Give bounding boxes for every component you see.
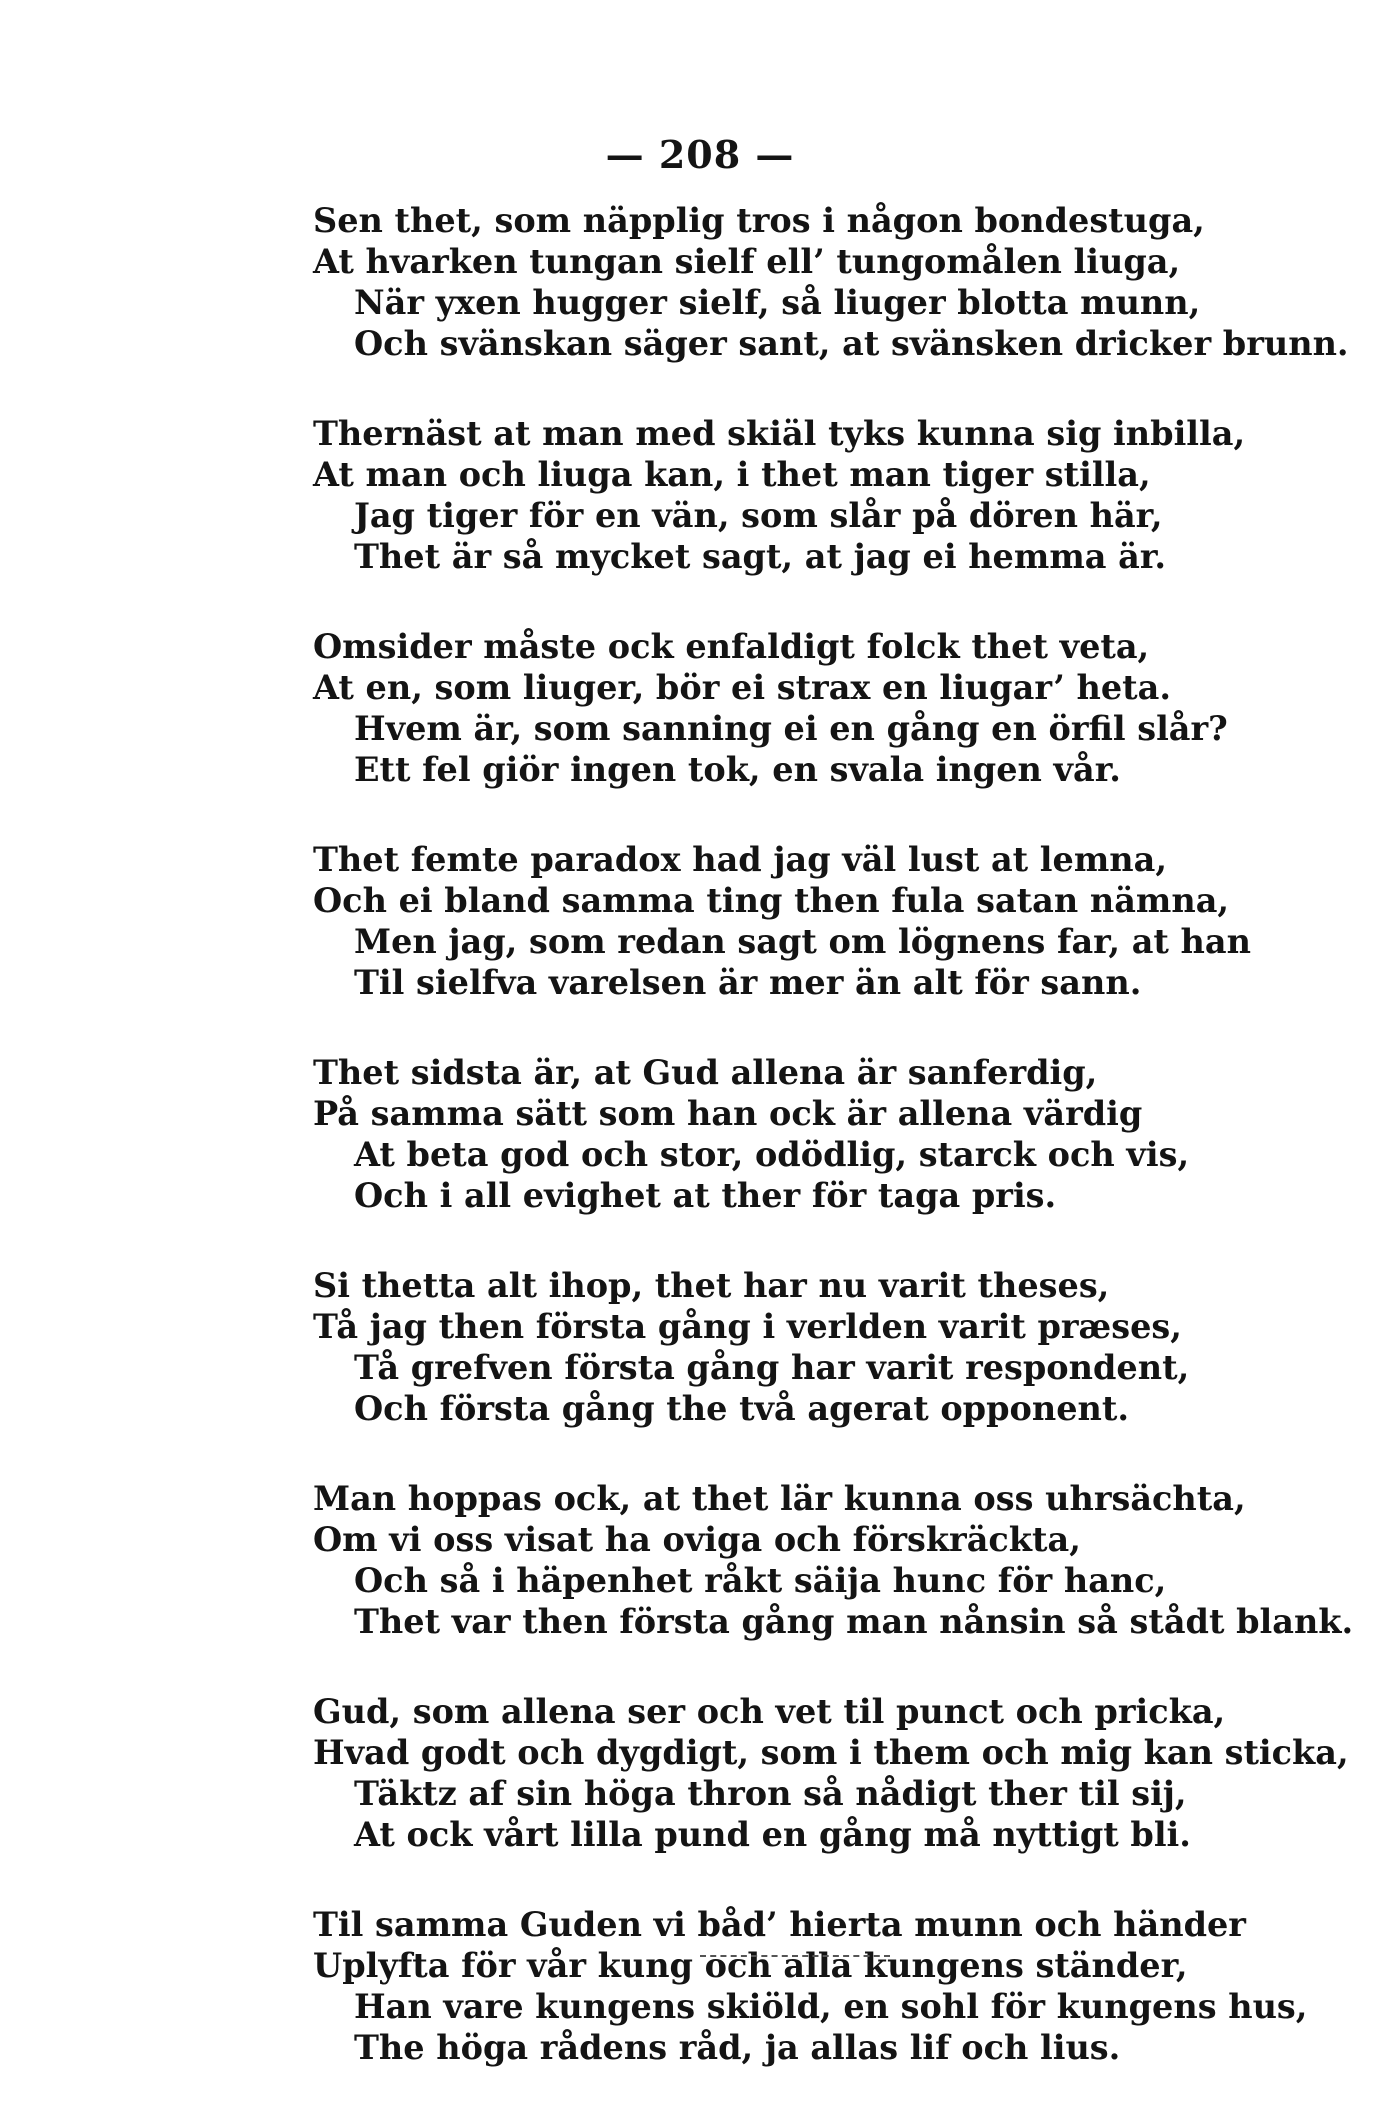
poem-line: Och svänskan säger sant, at svänsken dricker brunn. [354, 324, 1349, 363]
poem-line: Tå grefven första gång har varit respondent, [354, 1348, 1190, 1387]
poem-line: Omsider måste ock enfaldigt folck thet veta, [313, 627, 1150, 666]
poem-line: Til samma Guden vi båd’ hierta munn och händer [313, 1905, 1246, 1944]
poem-line: Thet var then första gång man nånsin så stådt blank. [354, 1602, 1354, 1641]
poem-line: Och ei bland samma ting then fula satan nämna, [313, 881, 1230, 920]
poem-line: Och i all evighet at ther för taga pris. [354, 1176, 1057, 1215]
poem-line: At ock vårt lilla pund en gång må nyttigt bli. [354, 1815, 1191, 1854]
poem-line: Tå jag then första gång i verlden varit præses, [313, 1307, 1182, 1346]
poem-line: Ett fel giör ingen tok, en svala ingen vår. [354, 750, 1121, 789]
end-rule [700, 1955, 890, 1957]
poem-line: På samma sätt som han ock är allena värdig [313, 1094, 1143, 1133]
poem-line: At en, som liuger, bör ei strax en liugar’ heta. [313, 668, 1172, 707]
poem-line: Gud, som allena ser och vet til punct och pricka, [313, 1692, 1226, 1731]
poem-line: Til sielfva varelsen är mer än alt för sann. [354, 963, 1142, 1002]
poem-line: Si thetta alt ihop, thet har nu varit theses, [313, 1266, 1110, 1305]
poem-line: Täktz af sin höga thron så nådigt ther til sij, [354, 1774, 1187, 1813]
poem-line: At beta god och stor, odödlig, starck och vis, [354, 1135, 1190, 1174]
poem-line: Om vi oss visat ha oviga och förskräckta, [313, 1520, 1081, 1559]
poem-line: Och så i häpenhet råkt säija hunc för hanc, [354, 1561, 1167, 1600]
poem-line: Och första gång the två agerat opponent. [354, 1389, 1130, 1428]
stanza [313, 413, 1373, 577]
poem-line: Hvem är, som sanning ei en gång en örfil slår? [354, 709, 1228, 748]
stanza [313, 626, 1373, 790]
poem [313, 200, 1373, 2117]
poem-line: Sen thet, som näpplig tros i någon bondestuga, [313, 201, 1205, 240]
poem-line: Men jag, som redan sagt om lögnens far, at han [354, 922, 1251, 961]
poem-line: Hvad godt och dygdigt, som i them och mig kan sticka, [313, 1733, 1349, 1772]
poem-line: Han vare kungens skiöld, en sohl för kungens hus, [354, 1987, 1308, 2026]
stanza [313, 839, 1373, 1003]
poem-line: När yxen hugger sielf, så liuger blotta munn, [354, 283, 1201, 322]
page-number: — 208 — [605, 132, 795, 177]
poem-line: Jag tiger för en vän, som slår på dören här, [354, 496, 1163, 535]
poem-line: Uplyfta för vår kung och alla kungens ständer, [313, 1946, 1188, 1985]
stanza [313, 1691, 1373, 1855]
stanza [313, 1052, 1373, 1216]
stanza [313, 1478, 1373, 1642]
stanza [313, 1904, 1373, 2068]
poem-line: The höga rådens råd, ja allas lif och lius. [354, 2028, 1121, 2067]
poem-line: At man och liuga kan, i thet man tiger stilla, [313, 455, 1151, 494]
stanza [313, 1265, 1373, 1429]
stanza [313, 200, 1373, 364]
poem-line: Thet är så mycket sagt, at jag ei hemma är. [354, 537, 1167, 576]
poem-line: Thet sidsta är, at Gud allena är sanferdig, [313, 1053, 1098, 1092]
poem-line: Thernäst at man med skiäl tyks kunna sig inbilla, [313, 414, 1246, 453]
poem-line: Thet femte paradox had jag väl lust at lemna, [313, 840, 1168, 879]
poem-line: At hvarken tungan sielf ell’ tungomålen liuga, [313, 242, 1181, 281]
poem-line: Man hoppas ock, at thet lär kunna oss uhrsächta, [313, 1479, 1246, 1518]
